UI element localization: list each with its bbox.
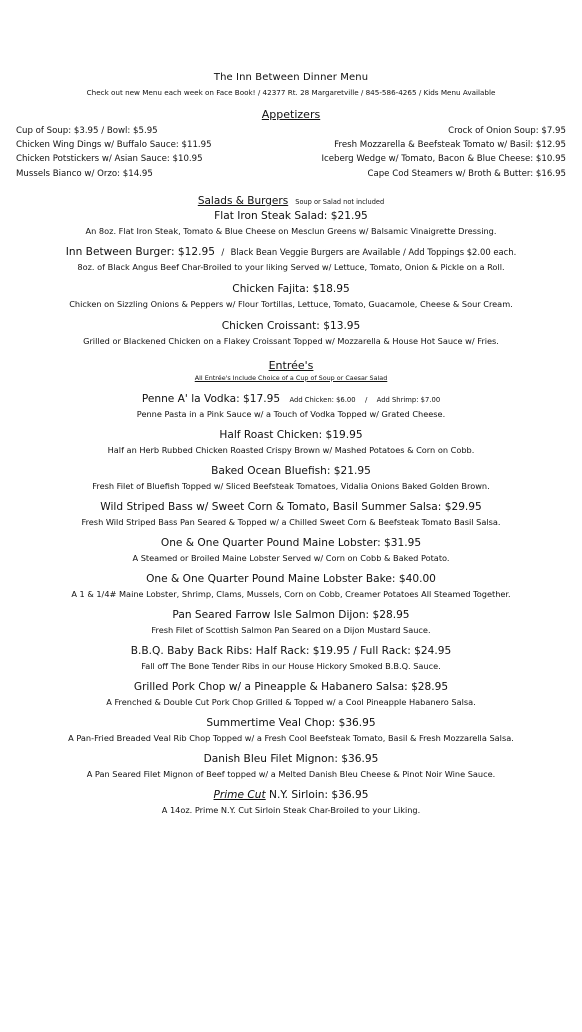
item-description: Fall off The Bone Tender Ribs in our House Hickory Smoked B.B.Q. Sauce. xyxy=(141,660,441,671)
item-description: A 1 & 1/4# Maine Lobster, Shrimp, Clams, Mussels, Corn on Cobb, Creamer Potatoes All Steamed Together. xyxy=(71,588,511,599)
menu-info-line: Check out new Menu each week on Face Book! / 42377 Rt. 28 Margaretville / 845-586-4265 / Kids Menu Available xyxy=(86,88,496,97)
menu-item-chicken xyxy=(0,429,582,456)
separator: / xyxy=(221,246,225,257)
menu-item-salmon xyxy=(0,609,582,636)
item-name: Baked Ocean Bluefish: $21.95 xyxy=(211,464,371,477)
separator: / xyxy=(364,395,368,404)
item-description: A Pan Seared Filet Mignon of Beef topped w/ a Melted Danish Bleu Cheese & Pinot Noir Wine Sauce. xyxy=(86,768,496,779)
menu-item-bass xyxy=(0,501,582,528)
entrees-note: All Entrée's Include Choice of a Cup of Soup or Caesar Salad xyxy=(194,373,388,382)
item-description: Fresh Filet of Scottish Salmon Pan Seared on a Dijon Mustard Sauce. xyxy=(151,624,431,635)
appetizer-item: Cape Cod Steamers w/ Broth & Butter: $16.95 xyxy=(367,168,566,179)
item-extra: Black Bean Veggie Burgers are Available / Add Toppings $2.00 each. xyxy=(230,246,517,257)
item-name: Chicken Croissant: $13.95 xyxy=(221,319,361,332)
item-name: Grilled Pork Chop w/ a Pineapple & Habanero Salsa: $28.95 xyxy=(133,680,449,693)
menu-item-veal xyxy=(0,717,582,744)
item-description: A Steamed or Broiled Maine Lobster Served w/ Corn on Cobb & Baked Potato. xyxy=(132,552,450,563)
item-description: Half an Herb Rubbed Chicken Roasted Crispy Brown w/ Mashed Potatoes & Corn on Cobb. xyxy=(107,444,475,455)
item-name-line xyxy=(0,246,582,258)
item-name: One & One Quarter Pound Maine Lobster: $31.95 xyxy=(160,536,422,549)
item-name: Half Roast Chicken: $19.95 xyxy=(219,428,363,441)
appetizer-item: Mussels Bianco w/ Orzo: $14.95 xyxy=(16,168,153,179)
appetizer-item: Fresh Mozzarella & Beefsteak Tomato w/ Basil: $12.95 xyxy=(334,140,566,151)
menu-item-sirloin xyxy=(0,789,582,816)
appetizer-item: Chicken Potstickers w/ Asian Sauce: $10.95 xyxy=(16,154,203,165)
item-name: Penne A' la Vodka: $17.95 xyxy=(141,392,281,405)
item-name: N.Y. Sirloin: $36.95 xyxy=(265,788,369,801)
menu-item-ribs xyxy=(0,645,582,672)
item-name-prefix: Prime Cut xyxy=(213,788,266,801)
entrees-heading: Entrée's xyxy=(268,358,314,372)
item-description: Fresh Wild Striped Bass Pan Seared & Topped w/ a Chilled Sweet Corn & Beefsteak Tomato Basil Salsa. xyxy=(81,516,501,527)
appetizer-item: Iceberg Wedge w/ Tomato, Bacon & Blue Cheese: $10.95 xyxy=(321,154,566,165)
item-name: Wild Striped Bass w/ Sweet Corn & Tomato, Basil Summer Salsa: $29.95 xyxy=(100,500,482,513)
item-name: Inn Between Burger: $12.95 xyxy=(65,245,215,258)
menu-item-filet xyxy=(0,753,582,780)
menu-item-flat-iron xyxy=(0,210,582,237)
appetizers-left-column xyxy=(16,124,212,181)
appetizer-item: Crock of Onion Soup: $7.95 xyxy=(448,126,566,136)
appetizer-item: Chicken Wing Dings w/ Buffalo Sauce: $11.95 xyxy=(16,140,212,151)
salads-burgers-header xyxy=(0,189,582,208)
appetizers-list xyxy=(0,124,582,181)
menu-item-burger xyxy=(0,246,582,273)
item-name: Summertime Veal Chop: $36.95 xyxy=(206,716,376,729)
menu-item-vodka xyxy=(0,393,582,420)
menu-item-lobster-bake xyxy=(0,573,582,600)
item-description: Fresh Filet of Bluefish Topped w/ Sliced Beefsteak Tomatoes, Vidalia Onions Baked Golden Brown. xyxy=(92,480,490,491)
item-name-line xyxy=(0,789,582,801)
salads-burgers-heading: Salads & Burgers xyxy=(197,194,289,207)
appetizers-heading: Appetizers xyxy=(261,108,321,121)
item-description: Chicken on Sizzling Onions & Peppers w/ Flour Tortillas, Lettuce, Tomato, Guacamole, Cheese & Sour Cream. xyxy=(69,298,513,309)
item-description: A 14oz. Prime N.Y. Cut Sirloin Steak Char-Broiled to your Liking. xyxy=(161,804,421,815)
menu-page xyxy=(0,72,582,1032)
item-description: A Pan-Fried Breaded Veal Rib Chop Topped w/ a Fresh Cool Beefsteak Tomato, Basil & Fresh Mozzarella Salsa. xyxy=(68,732,514,743)
item-name: Flat Iron Steak Salad: $21.95 xyxy=(214,209,368,222)
menu-item-lobster xyxy=(0,537,582,564)
salads-burgers-note: Soup or Salad not included xyxy=(295,197,385,206)
add-shrimp-option: Add Shrimp: $7.00 xyxy=(376,395,441,404)
item-description: Penne Pasta in a Pink Sauce w/ a Touch of Vodka Topped w/ Grated Cheese. xyxy=(136,408,446,419)
item-name: Pan Seared Farrow Isle Salmon Dijon: $28.95 xyxy=(172,608,410,621)
menu-item-pork-chop xyxy=(0,681,582,708)
item-description: Grilled or Blackened Chicken on a Flakey Croissant Topped w/ Mozzarella & House Hot Sauce w/ Fries. xyxy=(83,335,499,346)
menu-item-fajita xyxy=(0,283,582,310)
item-description: 8oz. of Black Angus Beef Char-Broiled to your liking Served w/ Lettuce, Tomato, Onion & Pickle on a Roll. xyxy=(77,261,505,272)
appetizer-item: Cup of Soup: $3.95 / Bowl: $5.95 xyxy=(16,126,158,136)
item-name: B.B.Q. Baby Back Ribs: Half Rack: $19.95 / Full Rack: $24.95 xyxy=(130,644,452,657)
menu-title: The Inn Between Dinner Menu xyxy=(213,72,369,83)
item-name: Danish Bleu Filet Mignon: $36.95 xyxy=(203,752,379,765)
item-name-line xyxy=(0,393,582,405)
menu-item-bluefish xyxy=(0,465,582,492)
appetizers-right-column xyxy=(322,124,566,181)
add-chicken-option: Add Chicken: $6.00 xyxy=(289,395,356,404)
item-description: A Frenched & Double Cut Pork Chop Grilled & Topped w/ a Cool Pineapple Habanero Salsa. xyxy=(106,696,476,707)
item-name: Chicken Fajita: $18.95 xyxy=(232,282,350,295)
item-name: One & One Quarter Pound Maine Lobster Bake: $40.00 xyxy=(146,572,436,585)
menu-item-croissant xyxy=(0,320,582,347)
item-description: An 8oz. Flat Iron Steak, Tomato & Blue Cheese on Mesclun Greens w/ Balsamic Vinaigrette Dressing. xyxy=(85,225,497,236)
